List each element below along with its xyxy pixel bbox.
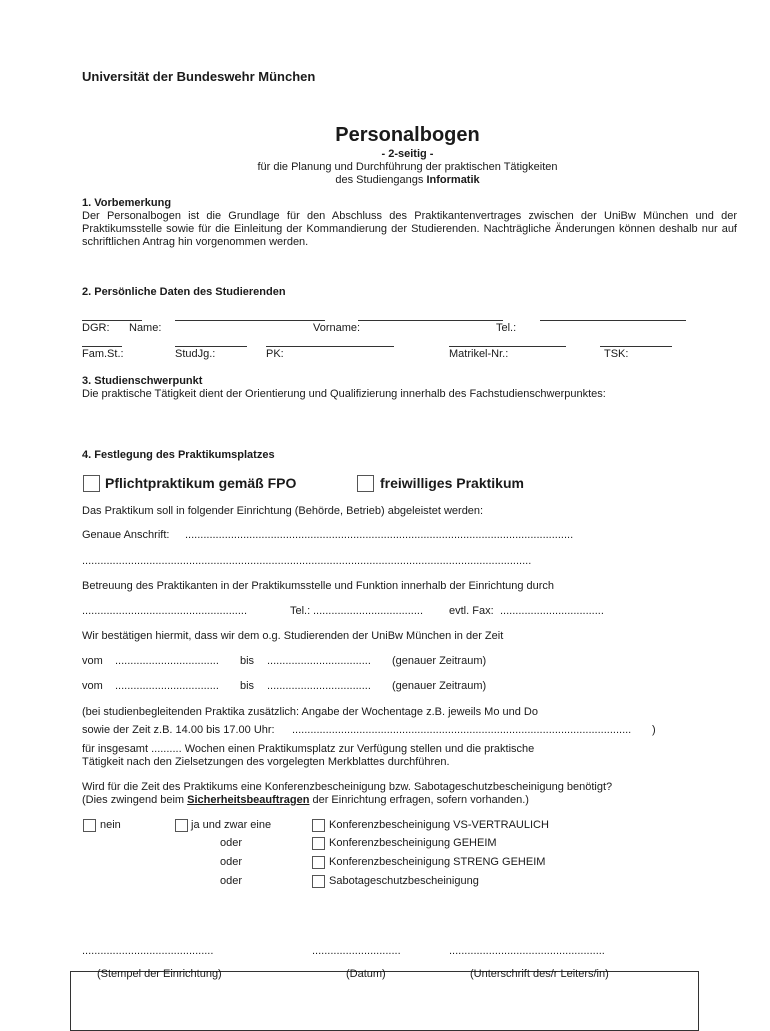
- wochentage-field[interactable]: ...............................................................................................................: [292, 724, 632, 736]
- date-label: (Datum): [346, 968, 386, 980]
- betreuung-text: Betreuung des Praktikanten in der Praktikumsstelle und Funktion innerhalb der Einrichtung durch: [82, 580, 555, 592]
- dgr-field[interactable]: [82, 320, 142, 321]
- bis-label: bis: [240, 655, 255, 667]
- sabotageschutz-checkbox[interactable]: [312, 875, 325, 888]
- signature-field[interactable]: ...................................................: [449, 945, 605, 957]
- konferenz-hint-prefix: (Dies zwingend beim: [82, 794, 188, 806]
- section-3-text: Die praktische Tätigkeit dient der Orientierung und Qualifizierung innerhalb des Fachstudienschwerpunktes:: [82, 388, 606, 400]
- einrichtung-intro: Das Praktikum soll in folgender Einrichtung (Behörde, Betrieb) abgeleistet werden:: [82, 505, 484, 517]
- betreuer-tel-field[interactable]: ....................................: [313, 605, 424, 617]
- pk-field[interactable]: [266, 346, 394, 347]
- famst-field[interactable]: [82, 346, 122, 347]
- tsk-field[interactable]: [600, 346, 672, 347]
- vorname-label: Vorname:: [313, 322, 361, 334]
- subtitle-line-2: [0, 174, 770, 186]
- vom-label-2: vom: [82, 680, 103, 692]
- page-title: Personalbogen: [335, 124, 480, 146]
- begleit-line-1: (bei studienbegleitenden Praktika zusätzlich: Angabe der Wochentage z.B. jeweils Mo und Do: [82, 706, 538, 718]
- geheim-checkbox[interactable]: [312, 837, 325, 850]
- betreuer-fax-label: evtl. Fax:: [449, 605, 494, 617]
- dgr-label: DGR:: [82, 322, 110, 334]
- stamp-box: [70, 971, 699, 1031]
- famst-label: Fam.St.:: [82, 348, 124, 360]
- sabotageschutz-label: Sabotageschutzbescheinigung: [329, 875, 479, 887]
- konferenz-hint: [82, 794, 529, 806]
- stamp-label: (Stempel der Einrichtung): [97, 968, 222, 980]
- signature-label: (Unterschrift des/r Leiters/in): [470, 968, 609, 980]
- freiwillig-label: freiwilliges Praktikum: [380, 475, 524, 491]
- konferenz-hint-suffix: der Einrichtung erfragen, sofern vorhanden.): [309, 794, 529, 806]
- subtitle-course: Informatik: [426, 174, 480, 186]
- vom-label: vom: [82, 655, 103, 667]
- bis-label-2: bis: [240, 680, 255, 692]
- section-1-text: Der Personalbogen ist die Grundlage für den Abschluss des Praktikantenvertrages zwischen der UniBw München und der Praktikumsstelle sowie für die Einleitung der Kommandierung der Studierenden. Nachträgliche Änderungen können deshalb nur auf schriftlichen Antrag hin vorgenommen werden.: [82, 210, 737, 248]
- insgesamt-line-2: Tätigkeit nach den Zielsetzungen des vorgelegten Merkblattes durchführen.: [82, 756, 450, 768]
- tsk-label: TSK:: [604, 348, 629, 360]
- oder-label-1: oder: [220, 837, 243, 849]
- oder-label-2: oder: [220, 856, 243, 868]
- studjg-field[interactable]: [175, 346, 247, 347]
- section-4-heading: 4. Festlegung des Praktikumsplatzes: [82, 449, 275, 461]
- studjg-label: StudJg.:: [175, 348, 216, 360]
- vs-vertraulich-label: Konferenzbescheinigung VS-VERTRAULICH: [329, 819, 549, 831]
- university-name: Universität der Bundeswehr München: [82, 69, 316, 84]
- insgesamt-line-1: für insgesamt .......... Wochen einen Praktikumsplatz zur Verfügung stellen und die praktische: [82, 743, 535, 755]
- vom-field-2[interactable]: ..................................: [115, 680, 219, 692]
- name-field[interactable]: [175, 320, 325, 321]
- pk-label: PK:: [266, 348, 284, 360]
- address-field-2[interactable]: ...................................................................................................................................................: [82, 555, 532, 567]
- matrikel-field[interactable]: [449, 346, 566, 347]
- name-label: Name:: [129, 322, 162, 334]
- streng-geheim-label: Konferenzbescheinigung STRENG GEHEIM: [329, 856, 546, 868]
- begleit-line-2: sowie der Zeit z.B. 14.00 bis 17.00 Uhr:: [82, 724, 275, 736]
- betreuer-tel-label: Tel.:: [290, 605, 311, 617]
- address-label: Genaue Anschrift:: [82, 529, 170, 541]
- pflicht-checkbox[interactable]: [83, 475, 100, 492]
- date-field[interactable]: .............................: [312, 945, 401, 957]
- ja-label: ja und zwar eine: [191, 819, 272, 831]
- subtitle-pages: - 2-seitig -: [381, 148, 434, 160]
- section-2-heading: 2. Persönliche Daten des Studierenden: [82, 286, 286, 298]
- section-3-heading: 3. Studienschwerpunkt: [82, 375, 203, 387]
- zeitraum-label-2: (genauer Zeitraum): [392, 680, 487, 692]
- konferenz-question: Wird für die Zeit des Praktikums eine Konferenzbescheinigung bzw. Sabotageschutzbescheinigung benötigt?: [82, 781, 613, 793]
- freiwillig-checkbox[interactable]: [357, 475, 374, 492]
- streng-geheim-checkbox[interactable]: [312, 856, 325, 869]
- begleit-close: ): [652, 724, 656, 736]
- address-field[interactable]: ...............................................................................................................................: [185, 529, 574, 541]
- section-1-heading: 1. Vorbemerkung: [82, 197, 172, 209]
- betreuung-field[interactable]: ......................................................: [82, 605, 248, 617]
- ja-checkbox[interactable]: [175, 819, 188, 832]
- oder-label-3: oder: [220, 875, 243, 887]
- bis-field-1[interactable]: ..................................: [267, 655, 371, 667]
- tel-field[interactable]: [540, 320, 686, 321]
- nein-label: nein: [100, 819, 121, 831]
- pflicht-label: Pflichtpraktikum gemäß FPO: [105, 475, 297, 491]
- vom-field-1[interactable]: ..................................: [115, 655, 219, 667]
- geheim-label: Konferenzbescheinigung GEHEIM: [329, 837, 497, 849]
- stamp-field[interactable]: ...........................................: [82, 945, 214, 957]
- zeitraum-label: (genauer Zeitraum): [392, 655, 487, 667]
- vs-vertraulich-checkbox[interactable]: [312, 819, 325, 832]
- vorname-field[interactable]: [358, 320, 503, 321]
- subtitle-line-1: für die Planung und Durchführung der praktischen Tätigkeiten: [257, 161, 558, 173]
- bis-field-2[interactable]: ..................................: [267, 680, 371, 692]
- subtitle-prefix: des Studiengangs: [335, 174, 424, 186]
- nein-checkbox[interactable]: [83, 819, 96, 832]
- betreuer-fax-field[interactable]: ..................................: [500, 605, 604, 617]
- matrikel-label: Matrikel-Nr.:: [449, 348, 509, 360]
- bestaetigung-text: Wir bestätigen hiermit, dass wir dem o.g. Studierenden der UniBw München in der Zeit: [82, 630, 504, 642]
- tel-label: Tel.:: [496, 322, 517, 334]
- sicherheitsbeauftragter-text: Sicherheitsbeauftragen: [187, 794, 310, 806]
